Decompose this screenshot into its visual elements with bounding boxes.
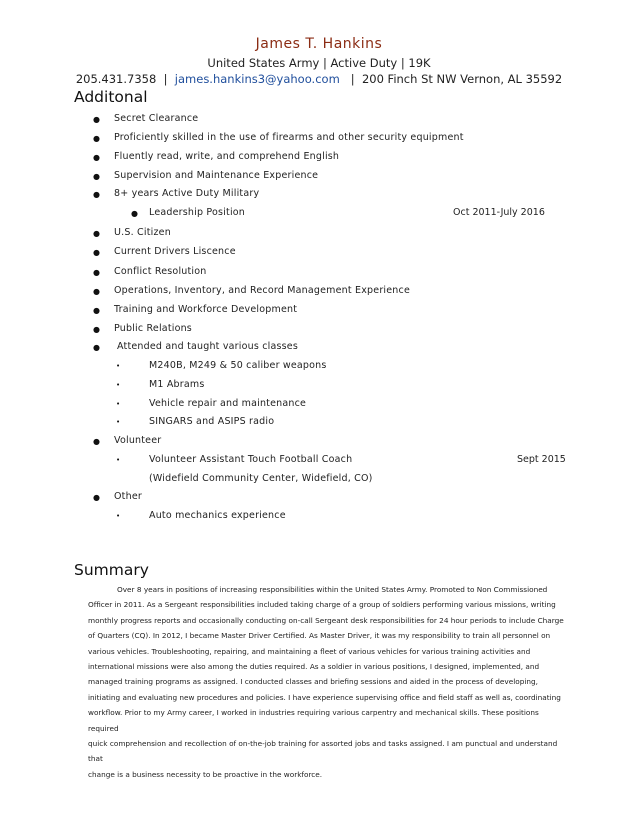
contact-separator: |: [163, 72, 168, 86]
list-item: 8+ years Active Duty Military: [114, 188, 260, 199]
bullet-icon: ●: [93, 437, 100, 446]
list-item: Training and Workforce Development: [114, 304, 298, 315]
bullet-icon: ●: [93, 134, 100, 143]
bullet-icon: ●: [93, 153, 100, 162]
address: 200 Finch St NW Vernon, AL 35592: [361, 72, 563, 86]
summary-line: workflow. Prior to my Army career, I worked in industries requiring various carpentry and mechanical skills. These positions required: [88, 708, 539, 733]
bullet-icon: ●: [131, 209, 138, 218]
list-item: Conflict Resolution: [114, 266, 207, 277]
resume-subtitle: United States Army | Active Duty | 19K: [207, 56, 431, 70]
list-item: Operations, Inventory, and Record Management Experience: [114, 285, 410, 296]
email-link[interactable]: james.hankins3@yahoo.com: [174, 72, 340, 86]
phone-number: 205.431.7358: [75, 72, 157, 86]
sub-list-item: SINGARS and ASIPS radio: [149, 416, 275, 427]
bullet-icon: ●: [93, 229, 100, 238]
list-item: U.S. Citizen: [114, 227, 171, 238]
sub-list-item: M240B, M249 & 50 caliber weapons: [149, 360, 327, 371]
sub-list-item: Leadership Position: [149, 207, 246, 218]
bullet-icon: ●: [93, 268, 100, 277]
summary-line: change is a business necessity to be proactive in the workforce.: [88, 769, 323, 779]
bullet-icon: ●: [93, 248, 100, 257]
list-item: Secret Clearance: [114, 113, 199, 124]
list-item: Attended and taught various classes: [117, 341, 298, 352]
sub-list-item: Auto mechanics experience: [149, 510, 286, 521]
bullet-icon: ●: [93, 190, 100, 199]
summary-line: initiating and evaluating new procedures and policies. I have experience supervising office and field staff as well as, coordinating: [88, 692, 561, 702]
summary-line: various vehicles. Troubleshooting, repairing, and maintaining a fleet of various vehicles for various training activities and: [88, 646, 531, 656]
bullet-icon: ●: [93, 325, 100, 334]
summary-line: managed training programs as assigned. I conducted classes and briefing sessions and aided in the process of developing,: [88, 677, 538, 687]
resume-name: James T. Hankins: [255, 36, 383, 52]
sub-list-item: M1 Abrams: [149, 379, 205, 390]
list-item: Current Drivers Liscence: [114, 246, 236, 257]
list-item: Supervision and Maintenance Experience: [114, 170, 319, 181]
list-item: Proficiently skilled in the use of firearms and other security equipment: [114, 132, 464, 143]
summary-line: Over 8 years in positions of increasing responsibilities within the United States Army. Promoted to Non Commissioned: [117, 585, 548, 594]
contact-line: [0, 72, 638, 86]
sub-list-item: Vehicle repair and maintenance: [149, 398, 307, 409]
bullet-icon: •: [116, 418, 121, 426]
bullet-icon: •: [116, 512, 121, 520]
list-item: Public Relations: [114, 323, 192, 334]
bullet-icon: ●: [93, 306, 100, 315]
bullet-icon: ●: [93, 343, 100, 352]
contact-separator: |: [350, 72, 355, 86]
list-item: Other: [114, 491, 142, 502]
bullet-icon: ●: [93, 115, 100, 124]
list-item: Volunteer: [114, 435, 162, 446]
summary-paragraph: [88, 582, 568, 782]
section-title-summary: Summary: [74, 561, 149, 579]
bullet-icon: •: [116, 362, 121, 370]
bullet-icon: ●: [93, 287, 100, 296]
date-range: Sept 2015: [517, 454, 566, 465]
bullet-icon: •: [116, 400, 121, 408]
bullet-icon: •: [116, 456, 121, 464]
section-title-additional: Additonal: [74, 88, 148, 106]
summary-line: quick comprehension and recollection of on-the-job training for assorted jobs and tasks assigned. I am punctual and understand that: [88, 739, 558, 764]
summary-line: monthly progress reports and occasionally conducting on-call Sergeant desk responsibilities for 24 hour periods to include Charge: [88, 615, 564, 625]
sub-list-item-location: (Widefield Community Center, Widefield, CO): [149, 473, 373, 484]
summary-line: Officer in 2011. As a Sergeant responsibilities included taking charge of a group of soldiers performing various missions, writing: [88, 600, 556, 610]
bullet-icon: ●: [93, 493, 100, 502]
sub-list-item: Volunteer Assistant Touch Football Coach: [149, 454, 353, 465]
summary-line: of Quarters (CQ). In 2012, I became Master Driver Certified. As Master Driver, it was my responsibility to train all personnel on: [88, 631, 551, 641]
list-item: Fluently read, write, and comprehend English: [114, 151, 340, 162]
bullet-icon: •: [116, 381, 121, 389]
bullet-icon: ●: [93, 172, 100, 181]
date-range: Oct 2011-July 2016: [453, 207, 545, 218]
summary-line: international missions were also among the duties required. As a soldier in various positions, I designed, implemented, and: [88, 662, 540, 672]
